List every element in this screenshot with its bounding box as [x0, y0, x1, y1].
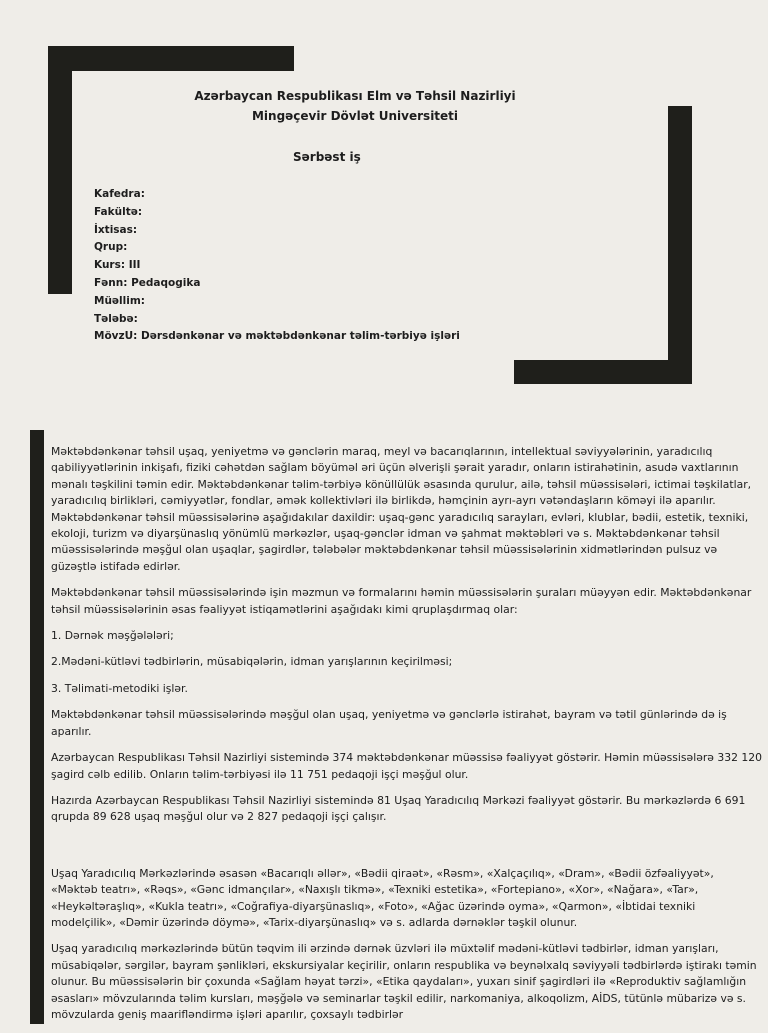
paragraph-events: Uşaq yaradıcılıq mərkəzlərində bütün təqvim ili ərzində dərnək üzvləri ilə müxtəlif mədəni-kütləvi tədbirlər, idman yarışları, müsabiqələr, sərgilər, bayram şənlikləri, ekskursiyalar keçirilir, onların respublika və beynəlxalq səviyyəli tədbirlərdə iştirakı təmin olunur. Bu müəssisələrin bir çoxunda «Sağlam həyat tərzi», «Etika qaydaları», yuxarı sinif şagirdləri ilə «Reproduktiv sağlamlığın əsasları» mövzularında təlim kursları, məşğələ və seminarlar təşkil edilir, narkomaniya, alkoqolizm, AİDS, tütünlə mübarizə və s. mövzularda geniş maarifləndirmə işləri aparılır, çoxsaylı tədbirlər: [51, 942, 757, 1021]
field-fakulte: Fakültə:: [94, 205, 143, 218]
frame-bar-right-vertical: [668, 106, 692, 383]
content-text: [51, 444, 763, 1033]
paragraph-stats-374: Azərbaycan Respublikası Təhsil Nazirliyi sistemində 374 məktəbdənkənar müəssisə fəaliyyət göstərir. Həmin müəssisələrə 332 120 şagird cəlb edilib. Onların təlim-tərbiyəsi ilə 11 751 pedaqoji işçi məşğul olur.: [51, 751, 762, 781]
field-fenn: Fənn: Pedaqogika: [94, 276, 201, 289]
field-kafedra: Kafedra:: [94, 188, 145, 200]
paragraph-intro: Məktəbdənkənar təhsil uşaq, yeniyetmə və gənclərin maraq, meyl və bacarıqlarının, intellektual səviyyələrinin, yaradıcılıq qabiliyyətlərinin inkişafı, fiziki cəhətdən sağlam böyüməl əri üçün əlverişli şərait yaradır, onların istirahətinin, asudə vaxtlarının mənalı təşkilini təmin edir. Məktəbdənkənar təlim-tərbiyə könüllülük əsasında qurulur, ailə, təhsil müəssisələri, ictimai təşkilatlar, yaradıcılıq birlikləri, cəmiyyətlər, fondlar, əmək kollektivləri ilə birlikdə, həmçinin ayrı-ayrı vətəndaşların köməyi ilə aparılır. Məktəbdənkənar təhsil müəssisələrinə aşağıdakılar daxildir: uşaq-gənc yaradıcılıq sarayları, evləri, klublar, bədii, estetik, texniki, ekoloji, turizm və diyarşünaslıq yönümlü mərkəzlər, uşaq-gənclər idman və şahmat məktəbləri və s. Məktəbdənkənar təhsil müəssisələrində məşğul olan uşaqlar, şagirdlər, tələbələr məktəbdənkənar təhsil müəssisələrinin xidmətlərindən pulsuz və güzəştlə istifadə edirlər.: [51, 445, 752, 573]
content-slide: [0, 430, 768, 1024]
frame-bar-left-vertical: [48, 46, 72, 294]
subtitle: Sərbəst iş: [293, 150, 361, 164]
list-item-3: 3. Təlimati-metodiki işlər.: [51, 681, 188, 695]
field-telebe: Tələbə:: [94, 312, 138, 325]
paragraph-directions: Məktəbdənkənar təhsil müəssisələrində işin məzmun və formalarını həmin müəssisələrin şuraları müəyyən edir. Məktəbdənkənar təhsil müəssisələrinin əsas fəaliyyət istiqamətlərini aşağıdakı kimi qruplaşdırmaq olar:: [51, 586, 752, 616]
field-muellim: Müəllim:: [94, 294, 145, 307]
info-fields: [94, 186, 460, 346]
list-item-2: 2.Mədəni-kütləvi tədbirlərin, müsabiqələrin, idman yarışlarının keçirilməsi;: [51, 655, 453, 669]
frame-bar-bottom-horizontal: [514, 360, 692, 384]
field-ixtisas: İxtisas:: [94, 223, 138, 236]
left-accent-bar: [30, 430, 44, 1024]
paragraph-holidays: Məktəbdənkənar təhsil müəssisələrində məşğul olan uşaq, yeniyetmə və gənclərlə istirahət, bayram və tətil günlərində də iş aparılır.: [51, 708, 727, 738]
field-movzu: MövzU: Dərsdənkənar və məktəbdənkənar təlim-tərbiyə işləri: [94, 330, 460, 343]
title-slide: [0, 0, 768, 410]
title-university: Mingəçevir Dövlət Universiteti: [251, 109, 459, 123]
list-item-1: 1. Dərnək məşğələləri;: [51, 629, 174, 643]
title-ministry: Azərbaycan Respublikası Elm və Təhsil Nazirliyi: [194, 89, 516, 103]
field-kurs: Kurs: III: [94, 259, 141, 272]
paragraph-clubs: Uşaq Yaradıcılıq Mərkəzlərində əsasən «Bacarıqlı əllər», «Bədii qiraət», «Rəsm», «Xalçaçılıq», «Dram», «Bədii özfəaliyyət», «Məktəb teatrı», «Rəqs», «Gənc idmançılar», «Naxışlı tikmə», «Texniki estetika», «Fortepiano», «Xor», «Nağara», «Tar», «Heykəltəraşlıq», «Kukla teatrı», «Coğrafiya-diyarşünaslıq», «Foto», «Ağac üzərində oyma», «Qarmon», «İbtidai texniki modelçilik», «Dəmir üzərində döymə», «Tarix-diyarşünaslıq» və s. adlarda dərnəklər təşkil olunur.: [51, 866, 714, 929]
field-qrup: Qrup:: [94, 241, 128, 254]
paragraph-stats-81: Hazırda Azərbaycan Respublikası Təhsil Nazirliyi sistemində 81 Uşaq Yaradıcılıq Mərkəzi fəaliyyət göstərir. Bu mərkəzlərdə 6 691 qrupda 89 628 uşaq məşğul olur və 2 827 pedaqoji işçi çalışır.: [51, 793, 746, 824]
frame-bar-top-horizontal: [48, 46, 294, 71]
